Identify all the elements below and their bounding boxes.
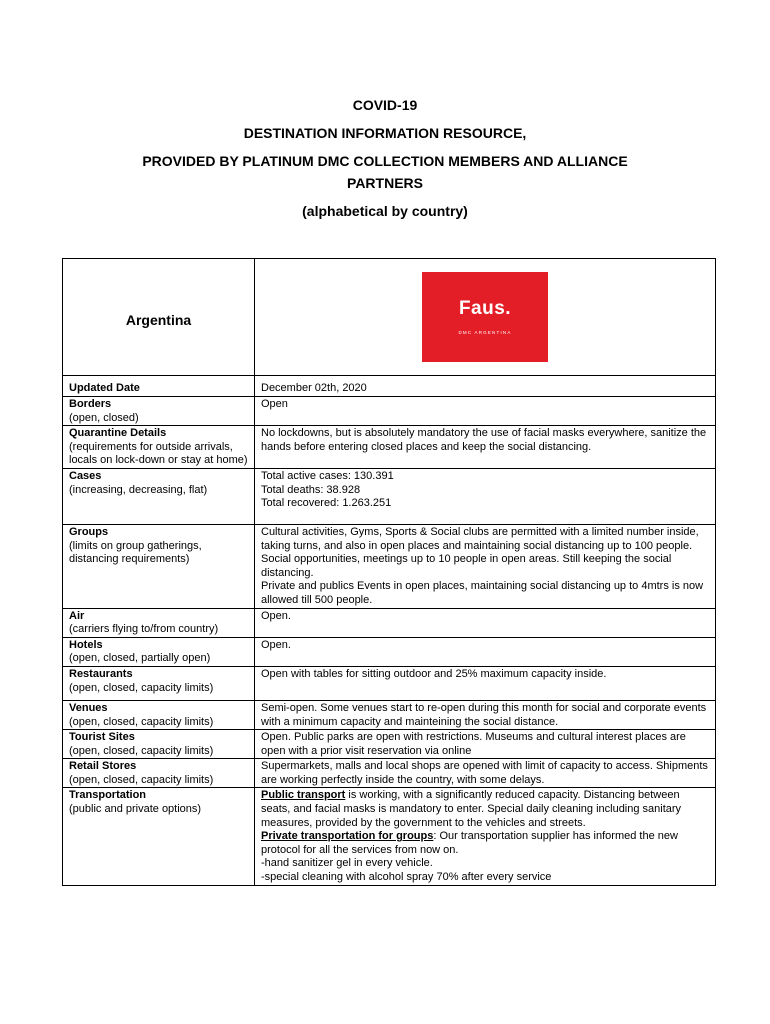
table-row-hotels [63,637,716,666]
restaurants-label: Restaurants [69,667,133,680]
borders-label: Borders [69,398,112,410]
retail-label: Retail Stores [69,760,137,773]
logo-cell [255,259,716,376]
groups-label: Groups [69,525,109,538]
groups-value-1: Cultural activities, Gyms, Sports & Social clubs are permitted with a limited number inside, taking turns, and also in open places and maintaining social distancing up to 100 people. [261,525,699,552]
venues-sub: (open, closed, capacity limits) [69,715,214,728]
retail-sub: (open, closed, capacity limits) [69,773,214,786]
logo-subtitle: DMC ARGENTINA [458,330,512,335]
table-row-tourist [63,730,716,759]
table-row-updated [63,376,716,397]
country-cell [63,259,255,376]
table-row-retail [63,759,716,788]
air-label: Air [69,609,85,622]
doc-title-covid: COVID-19 [352,97,418,113]
table-row-restaurants [63,666,716,700]
private-transport-para [261,830,711,857]
tourist-label: Tourist Sites [69,731,135,744]
doc-title-resource: DESTINATION INFORMATION RESOURCE, [243,125,527,141]
public-transport-para [261,789,711,830]
air-sub: (carriers flying to/from country) [69,623,219,636]
transport-sub: (public and private options) [69,803,202,816]
table-row-air [63,608,716,637]
updated-label: Updated Date [69,382,140,394]
cases-sub: (increasing, decreasing, flat) [69,483,208,496]
hotels-label: Hotels [69,638,103,651]
private-transport-heading: Private transportation for groups [261,830,434,843]
table-row-quarantine [63,426,716,469]
air-value: Open. [261,609,291,622]
table-row-transport [63,788,716,885]
groups-value-2: Social opportunities, meetings up to 10 people in open areas. Still keeping the social distancing. [261,553,672,579]
borders-value: Open [261,398,288,410]
public-transport-heading: Public transport [261,789,346,802]
table-header-row [63,259,716,376]
doc-title-partners: PARTNERS [347,175,423,191]
cases-deaths: Total deaths: 38.928 [261,483,361,496]
venues-value: Semi-open. Some venues start to re-open during this month for social and corporate events with a minimum capacity and mainteining the social distance. [261,701,707,728]
cases-recovered: Total recovered: 1.263.251 [261,497,392,510]
table-row-groups [63,524,716,608]
country-name: Argentina [125,312,192,329]
borders-sub: (open, closed) [69,411,139,424]
quarantine-sub: (requirements for outside arrivals, locals on lock-down or stay at home) [69,440,248,467]
updated-value: December 02th, 2020 [261,382,367,394]
table-row-borders [63,397,716,426]
restaurants-value: Open with tables for sitting outdoor and 25% maximum capacity inside. [261,667,607,680]
faus-logo [422,272,548,362]
cases-active: Total active cases: 130.391 [261,469,394,482]
transport-item-sanitizer: -hand sanitizer gel in every vehicle. [261,857,433,870]
doc-subtitle: (alphabetical by country) [302,203,468,219]
hotels-value: Open. [261,638,291,651]
info-table [62,258,716,886]
transport-item-cleaning: -special cleaning with alcohol spray 70% after every service [261,871,552,884]
venues-label: Venues [69,701,108,714]
groups-value-3: Private and publics Events in open places, maintaining social distancing up to 4mtrs is now allowed till 500 people. [261,580,704,606]
restaurants-sub: (open, closed, capacity limits) [69,681,214,694]
retail-value: Supermarkets, malls and local shops are opened with limit of capacity to access. Shipments are working perfectly inside the country, with some delays. [261,760,708,786]
cases-label: Cases [69,469,102,482]
table-row-cases [63,468,716,524]
public-transport-text: is working, with a significantly reduced capacity. Distancing between seats, and facial masks is mandatory to enter. Special daily cleaning including sanitary measures, provided by the government to the vehicles and streets. [261,789,682,829]
groups-sub: (limits on group gatherings, distancing requirements) [69,539,202,566]
quarantine-value: No lockdowns, but is absolutely mandatory the use of facial masks everywhere, sanitize the hands before entering closed places and keep the social distancing. [261,427,707,453]
private-transport-text: : Our transportation supplier has informed the new protocol for all the services from now on. [261,830,678,856]
tourist-sub: (open, closed, capacity limits) [69,744,214,757]
tourist-value: Open. Public parks are open with restrictions. Museums and cultural interest places are open with a prior visit reservation via online [261,731,686,757]
hotels-sub: (open, closed, partially open) [69,652,211,665]
doc-title-provided: PROVIDED BY PLATINUM DMC COLLECTION MEMBERS AND ALLIANCE [142,153,628,169]
transport-label: Transportation [69,789,147,802]
quarantine-label: Quarantine Details [69,427,167,440]
table-row-venues [63,700,716,729]
logo-brand: Faus. [458,298,512,319]
